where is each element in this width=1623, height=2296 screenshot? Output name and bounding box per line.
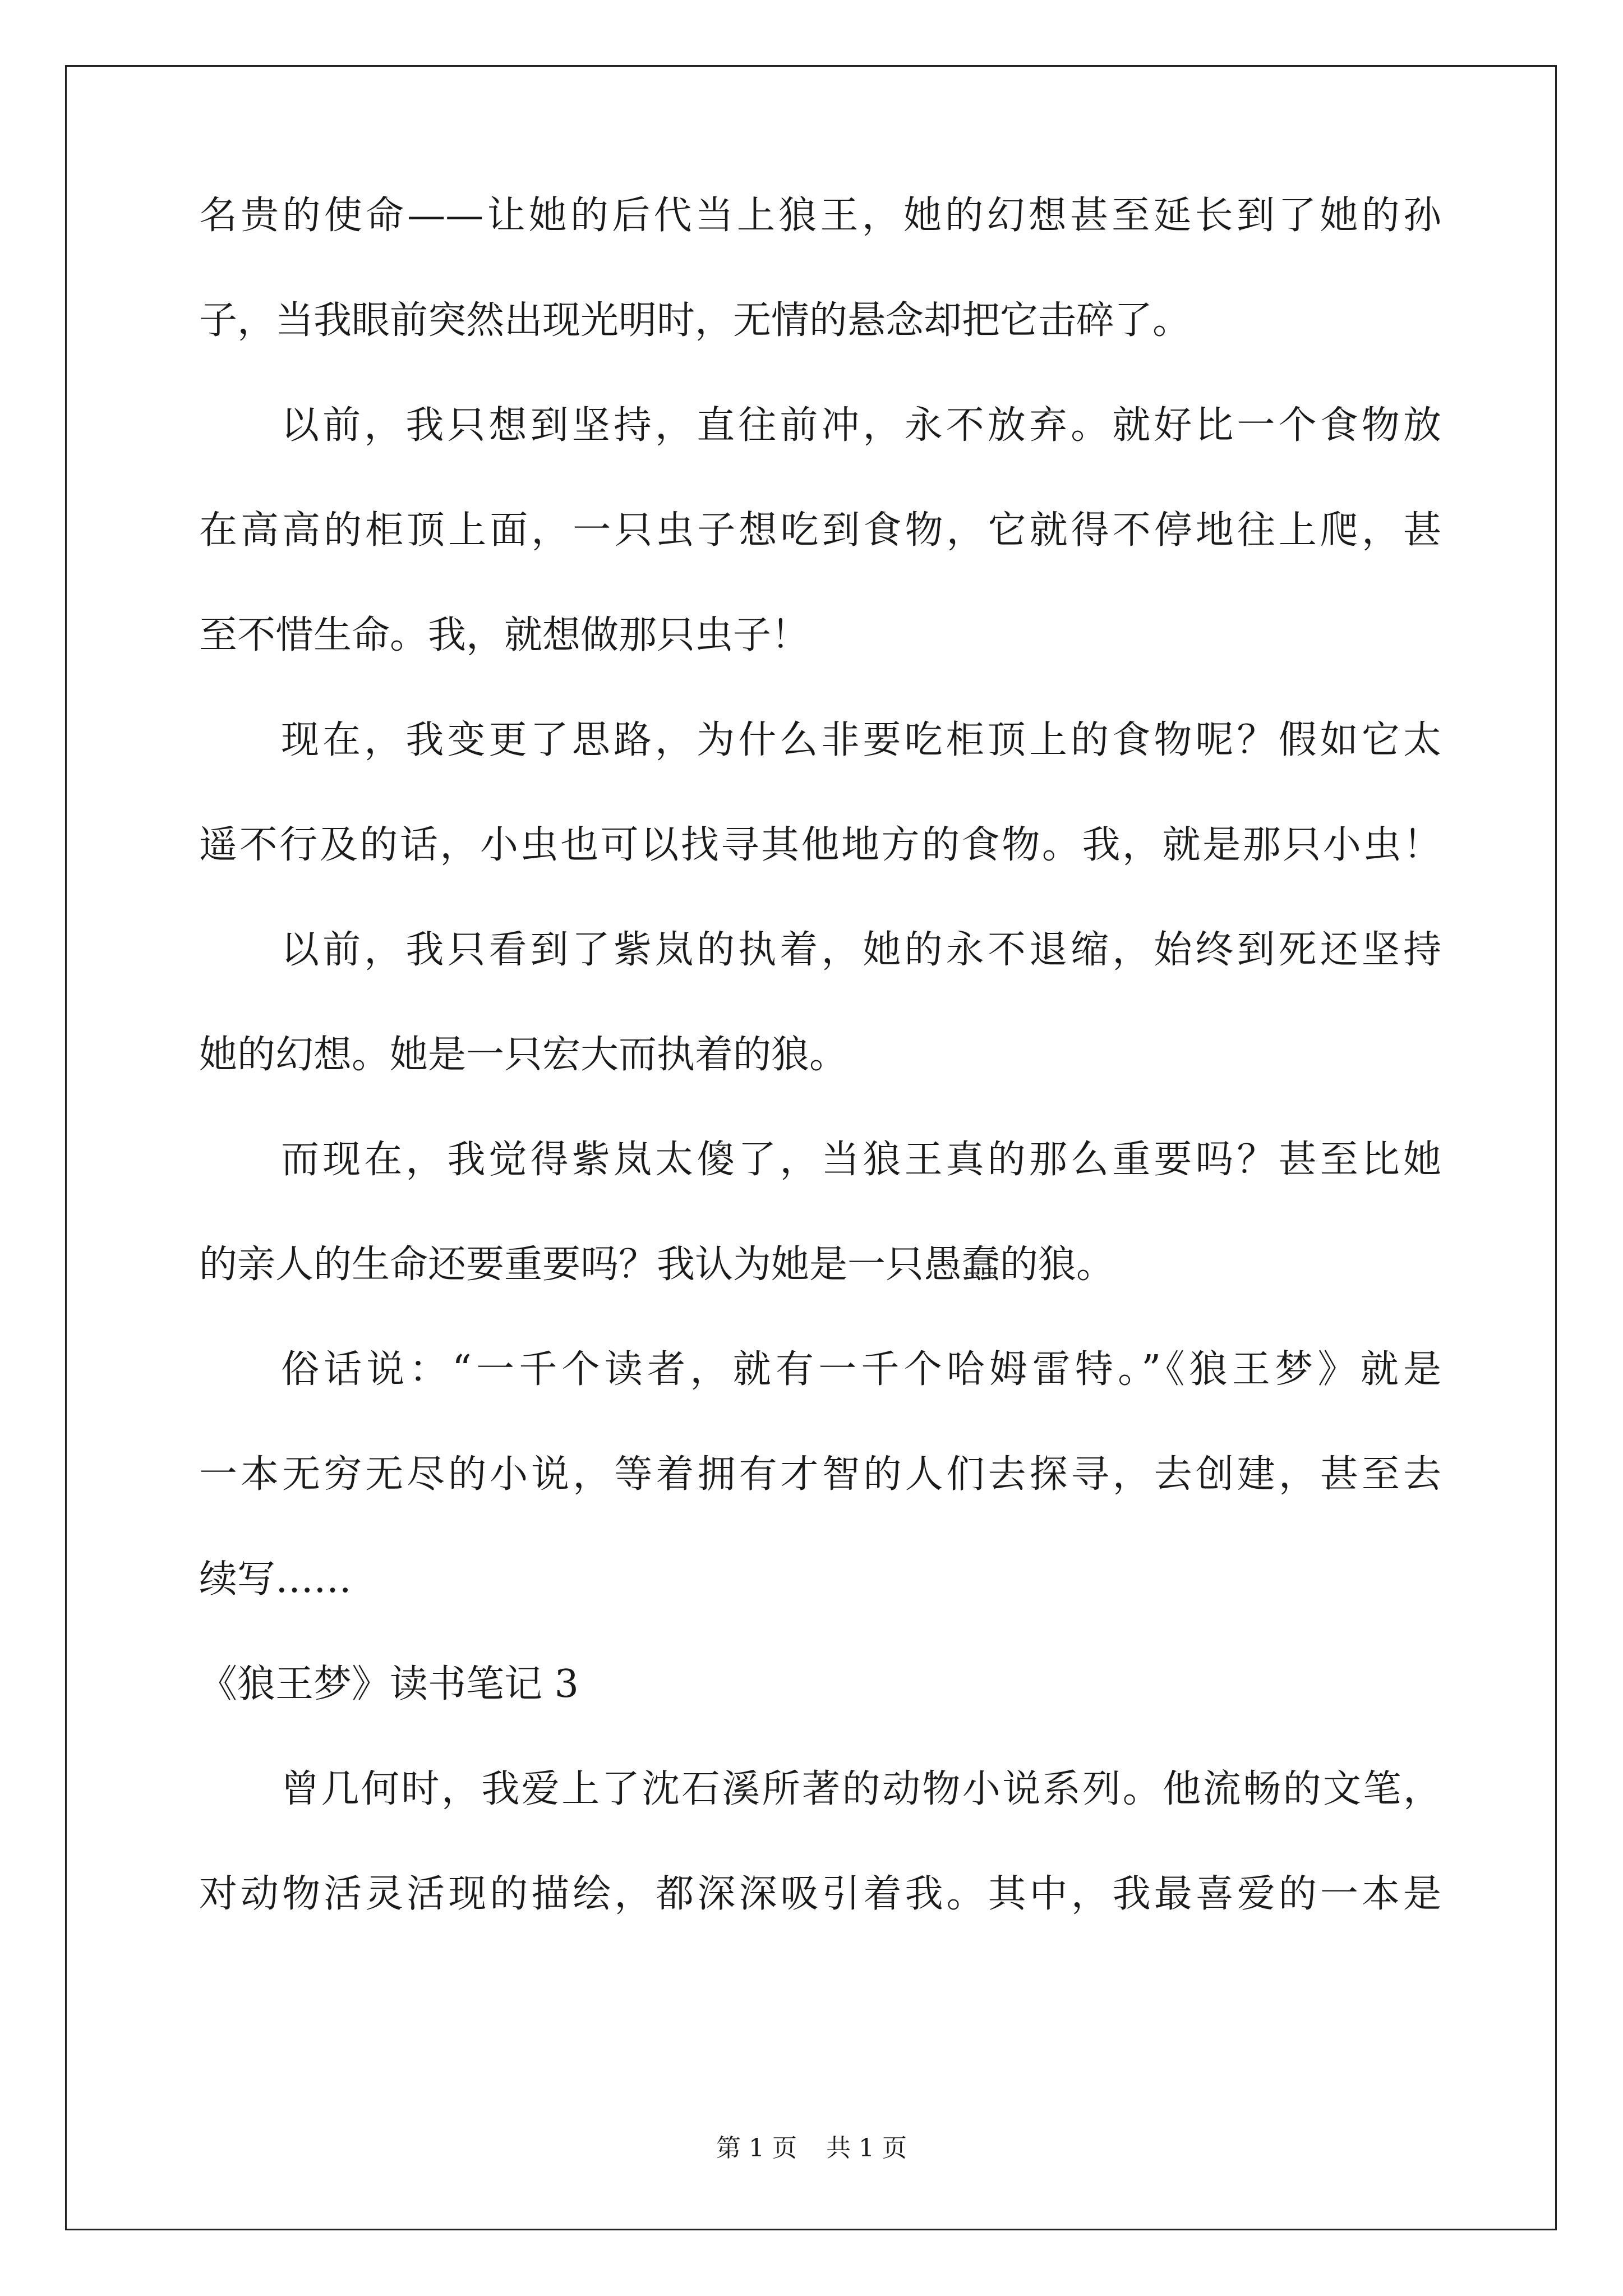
body-line: 遥不行及的话，小虫也可以找寻其他地方的食物。我，就是那只小虫！	[199, 823, 1441, 867]
body-line: 续写……	[199, 1557, 352, 1602]
paragraph-first-line: 俗话说：“一千个读者，就有一千个哈姆雷特。”《狼王梦》就是	[281, 1347, 1441, 1392]
body-line: 她的幻想。她是一只宏大而执着的狼。	[199, 1033, 848, 1077]
paragraph-first-line: 而现在，我觉得紫岚太傻了，当狼王真的那么重要吗？甚至比她	[281, 1138, 1441, 1182]
body-line: 至不惜生命。我，就想做那只虫子！	[199, 613, 810, 657]
paragraph-first-line: 曾几何时，我爱上了沈石溪所著的动物小说系列。他流畅的文笔，	[281, 1767, 1441, 1811]
body-line: 子，当我眼前突然出现光明时，无情的悬念却把它击碎了。	[199, 298, 1191, 343]
body-line: 在高高的柜顶上面，一只虫子想吃到食物，它就得不停地往上爬，甚	[199, 508, 1441, 553]
page-number: 第 1 页	[716, 2134, 797, 2162]
paragraph-first-line: 现在，我变更了思路，为什么非要吃柜顶上的食物呢？假如它太	[281, 718, 1441, 762]
body-line: 对动物活灵活现的描绘，都深深吸引着我。其中，我最喜爱的一本是	[199, 1872, 1441, 1916]
body-line: 名贵的使命——让她的后代当上狼王，她的幻想甚至延长到了她的孙	[199, 194, 1441, 238]
section-heading: 《狼王梦》读书笔记 3	[199, 1662, 579, 1706]
body-line: 一本无穷无尽的小说，等着拥有才智的人们去探寻，去创建，甚至去	[199, 1452, 1441, 1497]
page-total: 共 1 页	[826, 2134, 907, 2162]
paragraph-first-line: 以前，我只看到了紫岚的执着，她的永不退缩，始终到死还坚持	[281, 928, 1441, 972]
paragraph-first-line: 以前，我只想到坚持，直往前冲，永不放弃。就好比一个食物放	[281, 403, 1441, 448]
page-footer	[0, 2132, 1623, 2165]
body-line: 的亲人的生命还要重要吗？我认为她是一只愚蠢的狼。	[199, 1243, 1115, 1287]
